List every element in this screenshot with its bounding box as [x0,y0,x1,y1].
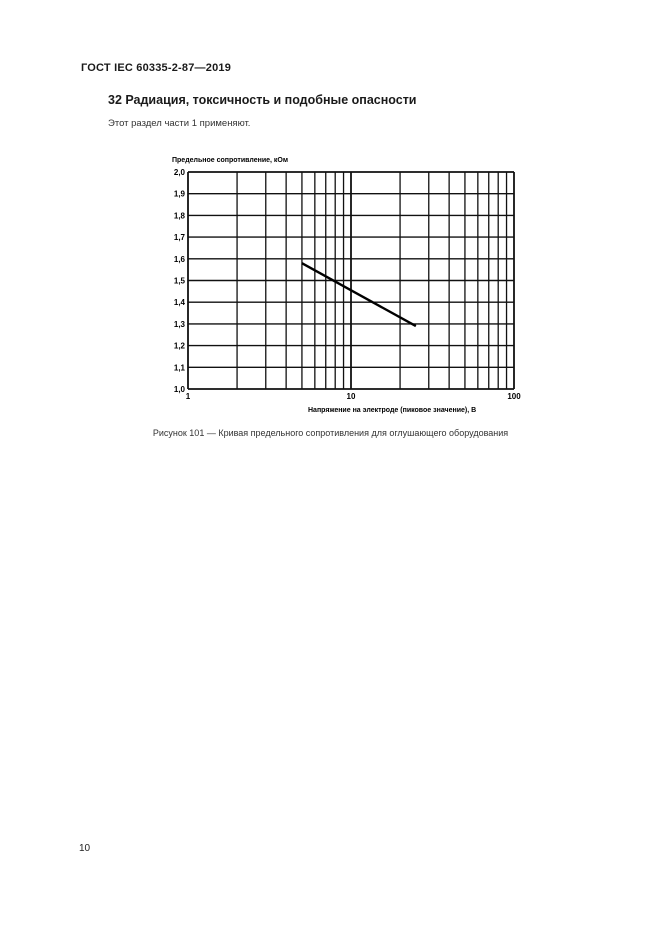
y-tick-label: 2,0 [173,168,185,177]
y-tick-label: 1,6 [173,254,185,264]
chart-grid [188,172,514,389]
resistance-chart [160,150,540,425]
chart-series [302,263,416,326]
x-tick-labels [186,392,521,401]
y-tick-label: 1,8 [173,211,185,221]
y-axis-label: Предельное сопротивление, кОм [172,157,289,164]
body-text: Этот раздел части 1 применяют. [108,118,251,129]
x-tick-label: 10 [346,392,356,401]
x-tick-label: 1 [185,392,191,401]
y-tick-label: 1,1 [173,363,185,373]
document-header: ГОСТ IEC 60335-2-87—2019 [81,62,232,74]
section-title: 32 Радиация, токсичность и подобные опасности [108,93,417,107]
chart-svg [160,150,540,425]
page-number: 10 [79,843,91,854]
x-tick-label: 100 [507,392,521,401]
series-line [302,263,416,326]
y-tick-labels [174,168,186,394]
y-tick-label: 1,0 [173,385,185,394]
x-axis-label: Напряжение на электроде (пиковое значение), В [308,407,477,414]
figure-caption: Рисунок 101 — Кривая предельного сопротивления для оглушающего оборудования [152,428,509,438]
y-tick-label: 1,4 [173,298,185,308]
y-tick-label: 1,9 [173,189,185,199]
y-tick-label: 1,3 [173,319,185,329]
y-tick-label: 1,7 [173,233,185,243]
y-tick-label: 1,5 [173,276,185,286]
y-tick-label: 1,2 [173,341,185,351]
